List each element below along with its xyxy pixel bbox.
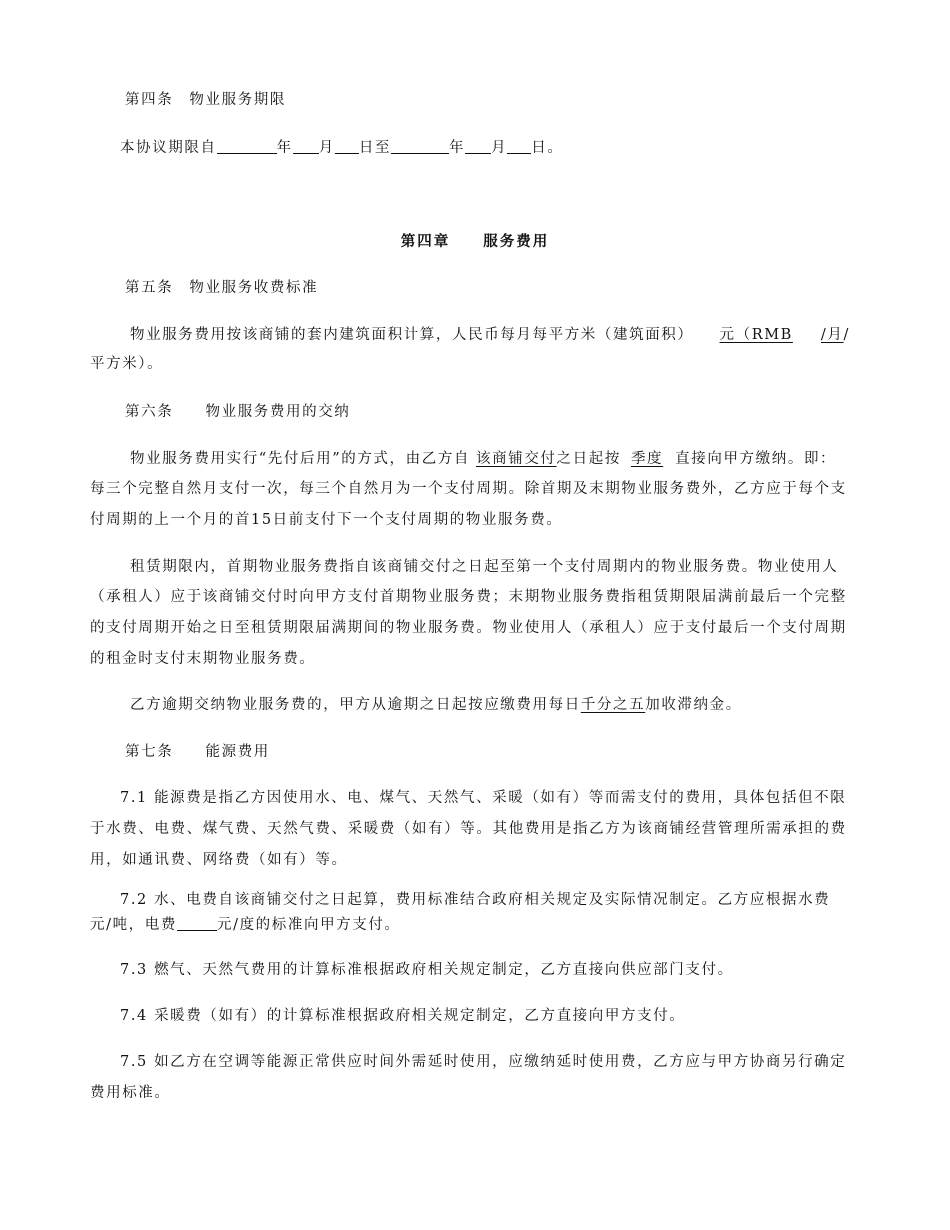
start-year-blank — [217, 138, 277, 154]
article-6-p2-line-2: （承租人）应于该商铺交付时向甲方支付首期物业服务费；末期物业服务费指租赁期限届满前最后一个完整 — [90, 589, 847, 605]
article-5-line-2: 平方米）。 — [90, 356, 164, 372]
day-to-label: 日至 — [358, 140, 392, 156]
end-year-blank — [391, 138, 449, 154]
clause-7-3: 7.3 燃气、天然气费用的计算标准根据政府相关规定制定，乙方直接向供应部门支付。 — [120, 962, 734, 978]
electricity-unit-text: 元/度的标准向甲方支付。 — [217, 917, 401, 933]
article-6-p1-line-1 — [130, 447, 836, 468]
article-6-title: 第六条 物业服务费用的交纳 — [125, 404, 351, 420]
article-6-p1-line-2: 每三个完整自然月支付一次，每三个自然月为一个支付周期。除首期及末期物业服务费外，乙方应于每个支 — [90, 481, 847, 497]
article-7-title: 第七条 能源费用 — [125, 744, 270, 760]
clause-7-1-line-1: 7.1 能源费是指乙方因使用水、电、煤气、天然气、采暖（如有）等而需支付的费用，具体包括但不限 — [120, 790, 847, 806]
handover-underlined: 该商铺交付 — [476, 451, 557, 467]
payment-mode-text: 物业服务费用实行“先付后用”的方式，由乙方自 — [130, 451, 471, 467]
clause-7-2-line-2 — [90, 913, 401, 934]
clause-7-5-line-1: 7.5 如乙方在空调等能源正常供应时间外需延时使用，应缴纳延时使用费，乙方应与甲方协商另行确定 — [120, 1054, 847, 1070]
per-month-label: /月 — [820, 327, 844, 343]
quarterly-underlined: 季度 — [630, 451, 664, 467]
clause-7-5-line-2: 费用标准。 — [90, 1085, 171, 1101]
yuan-label: 元（RMB — [719, 327, 793, 343]
month-label: 月 — [491, 140, 508, 156]
start-month-blank — [293, 138, 319, 154]
pay-party-text: 直接向甲方缴纳。即： — [675, 451, 837, 467]
start-day-blank — [335, 138, 359, 154]
year-label: 年 — [449, 140, 466, 156]
article-5-line-1 — [130, 323, 850, 344]
fee-amount-underlined — [694, 327, 844, 343]
article-6-p2-line-3: 的支付周期开始之日至租赁期限届满期间的物业服务费。物业使用人（承租人）应于支付最后一个支付周期 — [90, 620, 847, 636]
late-fee-rate-underlined: 千分之五 — [580, 697, 646, 713]
from-date-text: 之日起按 — [556, 451, 621, 467]
clause-7-2-line-1: 7.2 水、电费自该商铺交付之日起算，费用标准结合政府相关规定及实际情况制定。乙方应根据水费 — [120, 892, 831, 908]
article-4-title: 第四条 物业服务期限 — [125, 92, 286, 108]
end-day-blank — [507, 138, 531, 154]
end-month-blank — [465, 138, 491, 154]
month-label: 月 — [318, 140, 335, 156]
day-end-label: 日。 — [531, 140, 564, 156]
article-6-p1-line-3: 付周期的上一个月的首15日前支付下一个支付周期的物业服务费。 — [90, 512, 563, 528]
late-fee-tail: 加收滞纳金。 — [645, 697, 742, 713]
term-prefix: 本协议期限自 — [120, 140, 217, 156]
article-6-p2-line-1: 租赁期限内，首期物业服务费指自该商铺交付之日起至第一个支付周期内的物业服务费。物业使用人 — [130, 559, 839, 575]
slash-label: / — [843, 327, 851, 343]
clause-7-1-line-3: 用，如通讯费、网络费（如有）等。 — [90, 852, 348, 868]
clause-7-1-line-2: 于水费、电费、煤气费、天然气费、采暖费（如有）等。其他费用是指乙方为该商铺经营管理所需承担的费 — [90, 821, 847, 837]
clause-7-4: 7.4 采暖费（如有）的计算标准根据政府相关规定制定，乙方直接向甲方支付。 — [120, 1008, 686, 1024]
article-6-p3 — [130, 693, 742, 714]
article-5-title: 第五条 物业服务收费标准 — [125, 280, 319, 296]
chapter-4-heading: 第四章 服务费用 — [400, 233, 550, 250]
water-unit-text: 元/吨，电费 — [90, 917, 177, 933]
fee-basis-text: 物业服务费用按该商铺的套内建筑面积计算，人民币每月每平方米（建筑面积） — [130, 327, 694, 343]
article-4-term-line — [120, 136, 563, 157]
late-fee-text: 乙方逾期交纳物业服务费的，甲方从逾期之日起按应缴费用每日 — [130, 697, 581, 713]
year-label: 年 — [276, 140, 293, 156]
article-6-p2-line-4: 的租金时支付末期物业服务费。 — [90, 651, 316, 667]
electricity-fee-blank — [177, 915, 217, 931]
